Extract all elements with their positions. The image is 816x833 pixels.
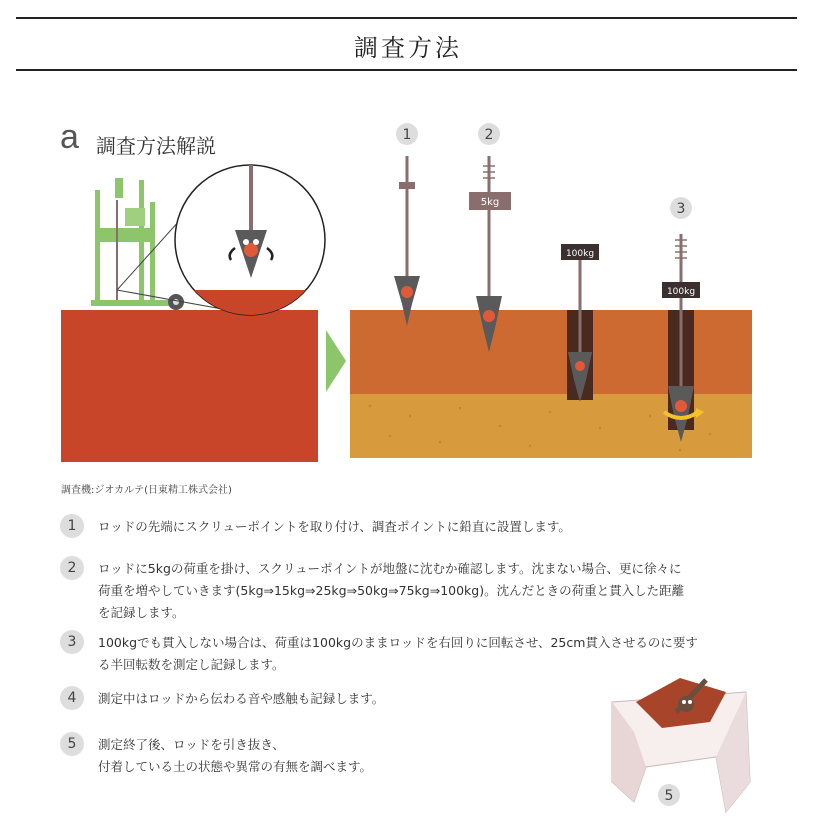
stage-number-3 [670,197,692,219]
step-number-1: 1 [60,514,84,538]
step-text-2: ロッドに5kgの荷重を掛け、スクリューポイントが地盤に沈むか確認します。沈まない場合、更に徐々に 荷重を増やしていきます(5kg⇒15kg⇒25kg⇒50kg⇒75kg⇒100kg)。沈んだときの荷重と貫入した距離 を記録します。 [98,561,685,620]
soil-sample-illustration [606,662,756,827]
stage-number-2 [478,123,500,145]
step-number-4: 4 [60,686,84,710]
step-text-1: ロッドの先端にスクリューポイントを取り付け、調査ポイントに鉛直に設置します。 [98,519,571,534]
header-bottom-rule [16,69,797,71]
step-text-3: 100kgでも貫入しない場合は、荷重は100kgのままロッドを右回りに回転させ、25cm貫入させるのに要す る半回転数を測定し記録します。 [98,635,698,672]
step5-figure-label: 5 [664,788,674,804]
stage-label-3: 3 [676,201,686,217]
step-number-5: 5 [60,732,84,756]
section-letter: a [60,118,79,156]
weight-label-100kg-a: 100kg [565,249,595,259]
step-number-2: 2 [60,556,84,580]
step-number-3: 3 [60,630,84,654]
zoom-circle [175,165,325,320]
transition-arrow-icon [326,330,346,392]
weight-label-100kg-b: 100kg [666,287,696,297]
equipment-caption: 調査機:ジオカルテ(日東精工株式会社) [61,485,232,496]
top-rule [16,17,797,19]
survey-machine [91,178,184,310]
weight-label-5kg: 5kg [480,197,500,208]
step-text-4: 測定中はロッドから伝わる音や感触も記録します。 [98,691,385,706]
stage-number-1 [396,123,418,145]
stage-label-2: 2 [484,127,494,143]
section-title: 調査方法解説 [96,134,216,158]
step-text-5: 測定終了後、ロッドを引き抜き、 付着している土の状態や異常の有無を調べます。 [98,737,373,774]
stages-illustration [350,116,752,462]
stage1-rod [394,156,420,326]
survey-machine-illustration [55,150,330,462]
stage-label-1: 1 [402,127,412,143]
page-title: 調査方法 [354,34,462,62]
ground-block [61,310,318,462]
